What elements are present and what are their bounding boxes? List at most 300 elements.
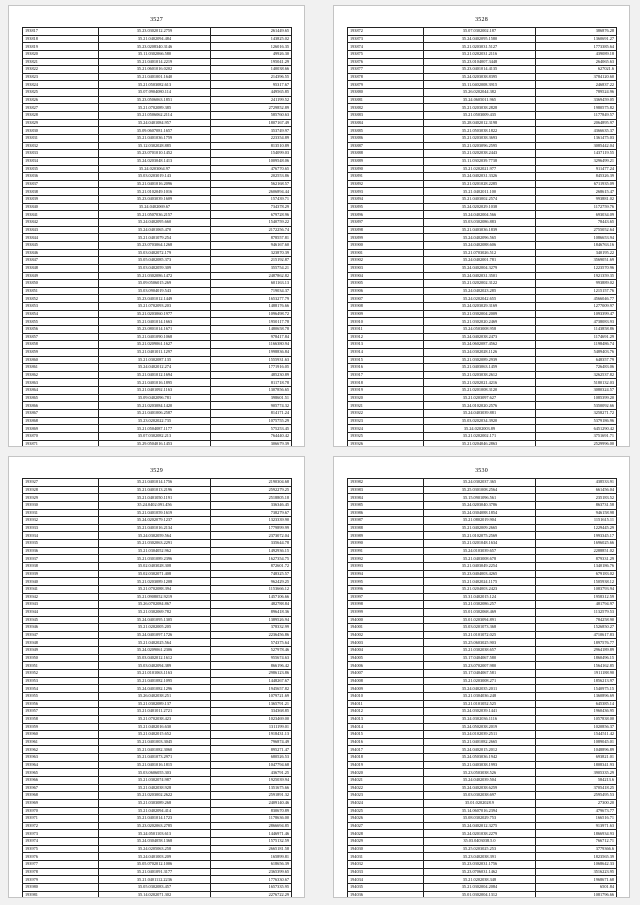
account-code-cell: 35.21.0401036.1759 — [99, 134, 211, 142]
table-row — [348, 379, 617, 387]
table-row — [23, 883, 292, 891]
amount-cell: 1555931.63 — [210, 356, 291, 364]
amount-cell: 1229445.29 — [535, 524, 616, 532]
table-row — [23, 853, 292, 861]
row-id-cell: 193872 — [348, 28, 424, 36]
row-id-cell: 194017 — [348, 746, 424, 754]
row-id-cell: 193856 — [23, 325, 99, 333]
table-row — [348, 127, 617, 135]
amount-cell: 1773385.64 — [535, 43, 616, 51]
account-code-cell: 35.24.0401065.470 — [99, 226, 211, 234]
row-id-cell: 193909 — [348, 310, 424, 318]
table-row — [348, 417, 617, 425]
row-id-cell: 193949 — [23, 647, 99, 655]
account-code-cell: 35.21.0402025.564 — [99, 639, 211, 647]
row-id-cell: 193955 — [23, 692, 99, 700]
row-id-cell: 193936 — [23, 547, 99, 555]
amount-cell: 1446971.46 — [210, 830, 291, 838]
account-code-cell: 35.21.0401082.1095 — [99, 677, 211, 685]
row-id-cell: 193879 — [348, 81, 424, 89]
table-row — [348, 799, 617, 807]
row-id-cell: 193858 — [23, 341, 99, 349]
amount-cell: 993889.02 — [535, 280, 616, 288]
amount-cell: 1860496.15 — [535, 654, 616, 662]
row-id-cell: 193969 — [23, 799, 99, 807]
row-id-cell: 194030 — [348, 845, 424, 853]
account-code-cell: 35.17.0404067.580 — [424, 654, 536, 662]
amount-cell: 1166380.94 — [210, 341, 291, 349]
account-code-cell: 35.21.0102075.2569 — [424, 532, 536, 540]
table-row — [23, 241, 292, 249]
row-id-cell: 193978 — [23, 868, 99, 876]
table-row — [348, 303, 617, 311]
account-code-cell: 35.21.0401050.1191 — [99, 494, 211, 502]
account-code-cell: 35.24.0402096.565 — [424, 234, 536, 242]
row-id-cell: 194003 — [348, 639, 424, 647]
account-code-cell: 35.21.0403063.1459 — [424, 364, 536, 372]
account-code-cell: 35.21.0503009.435 — [424, 112, 536, 120]
account-code-cell: 35.21.0202021.977 — [424, 165, 536, 173]
amount-cell: 766712.71 — [535, 838, 616, 846]
table-row — [23, 287, 292, 295]
amount-cell: 946167.60 — [210, 241, 291, 249]
amount-cell: 1526850.27 — [535, 624, 616, 632]
row-id-cell: 194035 — [348, 883, 424, 891]
amount-cell: 1311199.01 — [210, 723, 291, 731]
row-id-cell: 193831 — [23, 134, 99, 142]
account-code-cell: 35.21.0703026.512 — [424, 249, 536, 257]
account-code-cell: 35.24.0402031.3501 — [424, 272, 536, 280]
account-code-cell: 35.21.0401079.254 — [99, 234, 211, 242]
row-id-cell: 193904 — [348, 272, 424, 280]
row-id-cell: 193881 — [348, 96, 424, 104]
row-id-cell: 193888 — [348, 150, 424, 158]
account-code-cell: 35.21.0702093.203 — [99, 303, 211, 311]
row-id-cell: 194022 — [348, 784, 424, 792]
amount-cell: 748325.57 — [210, 570, 291, 578]
table-row — [348, 784, 617, 792]
amount-cell: 5180132.03 — [535, 379, 616, 387]
table-row — [348, 257, 617, 265]
amount-cell: 3516223.95 — [535, 868, 616, 876]
row-id-cell: 193983 — [348, 486, 424, 494]
amount-cell: 2518805.18 — [210, 494, 291, 502]
amount-cell: 2606894.44 — [210, 188, 291, 196]
row-id-cell: 193862 — [23, 371, 99, 379]
amount-cell: 2373072.04 — [210, 532, 291, 540]
amount-cell: 1488176.66 — [210, 303, 291, 311]
account-code-cell: 35.21.0302086.1472 — [99, 272, 211, 280]
row-id-cell: 193976 — [23, 853, 99, 861]
row-id-cell: 193919 — [348, 387, 424, 395]
account-code-cell: 35.21.0202005.205 — [99, 624, 211, 632]
table-row — [23, 157, 292, 165]
account-code-cell: 35.23.0503038.526 — [424, 769, 536, 777]
table-row — [348, 486, 617, 494]
account-code-cell: 35.21.0503082.613 — [99, 81, 211, 89]
row-id-cell: 193946 — [23, 624, 99, 632]
amount-cell: 336346.45 — [210, 501, 291, 509]
amount-cell: 1776330.67 — [210, 876, 291, 884]
table-row — [348, 272, 617, 280]
row-id-cell: 194026 — [348, 815, 424, 823]
amount-cell: 830670.89 — [210, 807, 291, 815]
amount-cell: 479673.77 — [535, 807, 616, 815]
account-code-cell: 35.14.0607016.2394 — [424, 807, 536, 815]
amount-cell: 1360691.27 — [535, 35, 616, 43]
amount-cell: 1075755.29 — [210, 417, 291, 425]
amount-cell: 5489403.76 — [535, 348, 616, 356]
row-id-cell: 193948 — [23, 639, 99, 647]
row-id-cell: 194023 — [348, 792, 424, 800]
table-row — [348, 173, 617, 181]
table-row — [23, 876, 292, 884]
account-code-cell: 35.21.0202002.3122 — [424, 280, 536, 288]
account-code-cell: 35.03.0403038.5.0 — [424, 838, 536, 846]
amount-cell: 693034.09 — [535, 211, 616, 219]
row-id-cell: 193852 — [23, 295, 99, 303]
amount-cell: 1544511.42 — [535, 731, 616, 739]
amount-cell: 1389526.94 — [210, 616, 291, 624]
table-row — [23, 700, 292, 708]
table-row — [23, 524, 292, 532]
row-id-cell: 193954 — [23, 685, 99, 693]
account-code-cell: 35.21.0203031.5127 — [424, 43, 536, 51]
table-row — [348, 325, 617, 333]
account-code-cell: 35.24.0402004.3279 — [424, 264, 536, 272]
row-id-cell: 194009 — [348, 685, 424, 693]
table-row — [348, 715, 617, 723]
row-id-cell: 193819 — [23, 43, 99, 51]
table-row — [23, 494, 292, 502]
table-row — [23, 66, 292, 74]
table-row — [23, 295, 292, 303]
table-row — [23, 838, 292, 846]
row-id-cell: 193952 — [23, 670, 99, 678]
row-id-cell: 193825 — [23, 89, 99, 97]
account-code-cell: 35.24.0402038.6259 — [424, 784, 536, 792]
account-code-cell: 35.09.0506015.269 — [99, 280, 211, 288]
account-code-cell: 35.24.0401084.957 — [99, 119, 211, 127]
account-code-cell: 35.26.0402038.251 — [99, 692, 211, 700]
row-id-cell: 193959 — [23, 723, 99, 731]
amount-cell: 601163.13 — [210, 280, 291, 288]
amount-cell: 1960436.95 — [535, 708, 616, 716]
account-code-cell: 35.21.0302089.137 — [99, 700, 211, 708]
amount-cell: 796874.49 — [210, 738, 291, 746]
row-id-cell: 193977 — [23, 861, 99, 869]
amount-cell: 126016.35 — [210, 43, 291, 51]
table-row — [348, 318, 617, 326]
amount-cell: 95317.67 — [210, 81, 291, 89]
table-row — [23, 50, 292, 58]
amount-cell: 241199.52 — [210, 96, 291, 104]
row-id-cell: 193960 — [23, 731, 99, 739]
account-code-cell: 35.21.0402038.928 — [99, 784, 211, 792]
row-id-cell: 193876 — [348, 58, 424, 66]
table-row — [23, 226, 292, 234]
row-id-cell: 193943 — [23, 601, 99, 609]
amount-cell: 2276722.29 — [210, 891, 291, 898]
amount-cell: 3705418.25 — [535, 784, 616, 792]
account-code-cell: 35.15.0901096.561 — [424, 494, 536, 502]
table-row — [23, 677, 292, 685]
table-row — [348, 180, 617, 188]
account-code-cell: 35.03.0203019.143 — [99, 173, 211, 181]
amount-cell: 2964189.89 — [535, 647, 616, 655]
account-code-cell: 35.21.0203002.2622 — [99, 792, 211, 800]
table-row — [348, 96, 617, 104]
table-row — [23, 769, 292, 777]
table-row — [348, 112, 617, 120]
account-code-cell: 35.21.0209061.1627 — [99, 341, 211, 349]
table-row — [23, 364, 292, 372]
row-id-cell: 193985 — [348, 501, 424, 509]
amount-cell: 2487862.82 — [210, 272, 291, 280]
row-id-cell: 193923 — [348, 417, 424, 425]
row-id-cell: 193855 — [23, 318, 99, 326]
amount-cell: 811718.78 — [210, 379, 291, 387]
account-code-cell: 35.23.0302012.2759 — [99, 28, 211, 36]
account-code-cell: 35.01.0302068.469 — [424, 608, 536, 616]
amount-cell: 386876.28 — [535, 28, 616, 36]
table-row — [348, 700, 617, 708]
account-code-cell: 35.24.0203040.3786 — [424, 501, 536, 509]
table-row — [23, 89, 292, 97]
amount-cell: 306679.39 — [210, 440, 291, 447]
amount-cell: 1448267.67 — [210, 677, 291, 685]
row-id-cell: 193859 — [23, 348, 99, 356]
row-id-cell: 194012 — [348, 708, 424, 716]
row-id-cell: 193844 — [23, 234, 99, 242]
row-id-cell: 193941 — [23, 585, 99, 593]
account-code-cell: 35.24.0102039.2511 — [424, 731, 536, 739]
row-id-cell: 193827 — [23, 104, 99, 112]
row-id-cell: 193966 — [23, 776, 99, 784]
table-row — [23, 692, 292, 700]
table-row — [23, 432, 292, 440]
table-row — [348, 157, 617, 165]
amount-cell: 6451290.42 — [535, 425, 616, 433]
amount-cell: 1808341.93 — [535, 761, 616, 769]
table-row — [23, 150, 292, 158]
table-row — [23, 35, 292, 43]
row-id-cell: 193823 — [23, 73, 99, 81]
table-row — [23, 616, 292, 624]
account-code-cell: 35.24.0602087.4562 — [424, 341, 536, 349]
table-row — [348, 654, 617, 662]
account-code-cell: 35.21.0203038.2612 — [424, 371, 536, 379]
table-row — [348, 517, 617, 525]
account-code-cell: 35.24.0401003.209 — [99, 853, 211, 861]
account-code-cell: 35.24.0502038.2019 — [424, 723, 536, 731]
table-row — [348, 807, 617, 815]
row-id-cell: 193920 — [348, 394, 424, 402]
table-row — [348, 685, 617, 693]
row-id-cell: 193900 — [348, 241, 424, 249]
amount-cell: 1009548.06 — [210, 157, 291, 165]
row-id-cell: 193874 — [348, 43, 424, 51]
amount-cell: 1020856.37 — [535, 723, 616, 731]
table-row — [23, 563, 292, 571]
account-code-cell: 35.21.0304052.962 — [99, 547, 211, 555]
amount-cell: 438533.91 — [535, 479, 616, 487]
amount-cell: 575253.45 — [210, 425, 291, 433]
table-row — [348, 647, 617, 655]
account-code-cell: 35.24.0402012.274 — [99, 364, 211, 372]
account-code-cell: 35.21.0401092.1163 — [99, 387, 211, 395]
table-row — [23, 356, 292, 364]
table-row — [348, 776, 617, 784]
table-row — [348, 310, 617, 318]
table-row — [348, 165, 617, 173]
amount-cell: 661456.04 — [535, 486, 616, 494]
account-code-cell: 35.23.0302031.1756 — [424, 861, 536, 869]
amount-cell: 1856213.97 — [535, 677, 616, 685]
row-id-cell: 193981 — [23, 891, 99, 898]
row-id-cell: 193987 — [348, 517, 424, 525]
table-row — [348, 432, 617, 440]
amount-cell: 1153666.12 — [210, 585, 291, 593]
amount-cell: 4566046.77 — [535, 295, 616, 303]
account-code-cell: 35.17.0404067.581 — [424, 670, 536, 678]
table-row — [23, 754, 292, 762]
row-id-cell: 194033 — [348, 868, 424, 876]
table-row — [348, 501, 617, 509]
row-id-cell: 193965 — [23, 769, 99, 777]
account-code-cell: 35.24.0205063.258 — [99, 845, 211, 853]
amount-cell: 618656.39 — [210, 861, 291, 869]
amount-cell: 1437119.55 — [535, 150, 616, 158]
amount-cell: 3905335.29 — [535, 769, 616, 777]
record-table — [22, 478, 292, 898]
table-row — [348, 188, 617, 196]
table-row — [348, 746, 617, 754]
amount-cell: 436791.25 — [210, 769, 291, 777]
account-code-cell: 35.25.0603025.903 — [424, 639, 536, 647]
amount-cell: 627021.6 — [535, 66, 616, 74]
table-row — [348, 494, 617, 502]
amount-cell: 1505938.12 — [535, 578, 616, 586]
row-id-cell: 193830 — [23, 127, 99, 135]
table-row — [23, 371, 292, 379]
amount-cell: 398601.51 — [210, 394, 291, 402]
table-row — [23, 540, 292, 548]
table-row — [23, 830, 292, 838]
amount-cell: 1068642.33 — [535, 861, 616, 869]
table-row — [23, 723, 292, 731]
table-row — [348, 639, 617, 647]
table-row — [348, 73, 617, 81]
account-code-cell: 35.03.0402094.389 — [99, 662, 211, 670]
account-code-cell: 35.21.0401014.1663 — [99, 318, 211, 326]
amount-cell: 2755052.64 — [535, 226, 616, 234]
amount-cell: 214396.55 — [210, 73, 291, 81]
table-row — [23, 104, 292, 112]
amount-cell: 2288851.02 — [535, 547, 616, 555]
table-row — [348, 708, 617, 716]
amount-cell: 27300.20 — [535, 799, 616, 807]
account-code-cell: 35.21.0203097.627 — [424, 394, 536, 402]
account-code-cell: 35.21.0401016.2134 — [99, 524, 211, 532]
amount-cell: 1921359.35 — [535, 272, 616, 280]
page-number: 3529 — [150, 468, 163, 474]
row-id-cell: 193837 — [23, 180, 99, 188]
account-code-cell: 35.23.0703064.1268 — [99, 241, 211, 249]
account-code-cell: 35.21.0302020.2469 — [424, 318, 536, 326]
amount-cell: 845326.39 — [535, 173, 616, 181]
row-id-cell: 193896 — [348, 211, 424, 219]
amount-cell: 268615.47 — [535, 188, 616, 196]
row-id-cell: 193902 — [348, 257, 424, 265]
account-code-cell: 35.21.0401013.2196 — [99, 486, 211, 494]
account-code-cell: 35.21.0201008.3120 — [424, 387, 536, 395]
row-id-cell: 193818 — [23, 35, 99, 43]
row-id-cell: 193836 — [23, 173, 99, 181]
table-row — [348, 555, 617, 563]
row-id-cell: 193887 — [348, 142, 424, 150]
row-id-cell: 194019 — [348, 761, 424, 769]
row-id-cell: 193905 — [348, 280, 424, 288]
row-id-cell: 194015 — [348, 731, 424, 739]
table-row — [23, 784, 292, 792]
row-id-cell: 193842 — [23, 219, 99, 227]
table-row — [348, 769, 617, 777]
account-code-cell: 35.21.0203096.2595 — [424, 142, 536, 150]
account-code-cell: 35.24.0103039.657 — [424, 547, 536, 555]
amount-cell: 264065.63 — [535, 58, 616, 66]
account-code-cell: 35.21.0203084.1420 — [99, 402, 211, 410]
row-id-cell: 193964 — [23, 761, 99, 769]
amount-cell: 3784120.60 — [535, 73, 616, 81]
table-row — [23, 280, 292, 288]
table-row — [23, 631, 292, 639]
row-id-cell: 193963 — [23, 754, 99, 762]
account-code-cell: 35.21.0507036.2157 — [99, 211, 211, 219]
table-row — [348, 853, 617, 861]
account-code-cell: 35.03.0201073.368 — [424, 624, 536, 632]
row-id-cell: 193967 — [23, 784, 99, 792]
row-id-cell: 193894 — [348, 196, 424, 204]
row-id-cell: 193839 — [23, 196, 99, 204]
table-row — [348, 822, 617, 830]
account-code-cell: 35.21.0202021.4216 — [424, 379, 536, 387]
amount-cell: 140038.66 — [210, 66, 291, 74]
amount-cell: 1048896.89 — [535, 746, 616, 754]
account-code-cell: 35.03.0904019.543 — [99, 287, 211, 295]
account-code-cell: 35.21.0503038.1822 — [424, 127, 536, 135]
amount-cell: 1911188.90 — [535, 670, 616, 678]
account-code-cell: 35.24.0203048.1413 — [99, 157, 211, 165]
row-id-cell: 193834 — [23, 157, 99, 165]
row-id-cell: 193890 — [348, 165, 424, 173]
amount-cell: 1540759.22 — [210, 219, 291, 227]
account-code-cell: 35.21.0401091.3177 — [99, 868, 211, 876]
account-code-cell: 35.12.0302028.885 — [99, 142, 211, 150]
row-id-cell: 193897 — [348, 219, 424, 227]
amount-cell: 246837.22 — [535, 81, 616, 89]
account-code-cell: 35.21.0201048.1634 — [424, 540, 536, 548]
amount-cell: 2365399.65 — [210, 868, 291, 876]
account-code-cell: 35.21.0302004.2009 — [424, 310, 536, 318]
amount-cell: 1151615.11 — [535, 517, 616, 525]
row-id-cell: 193912 — [348, 333, 424, 341]
table-row — [348, 394, 617, 402]
amount-cell: 1351675.66 — [210, 784, 291, 792]
account-code-cell: 35.09.0607081.1657 — [99, 127, 211, 135]
table-row — [23, 715, 292, 723]
row-id-cell: 193928 — [23, 486, 99, 494]
